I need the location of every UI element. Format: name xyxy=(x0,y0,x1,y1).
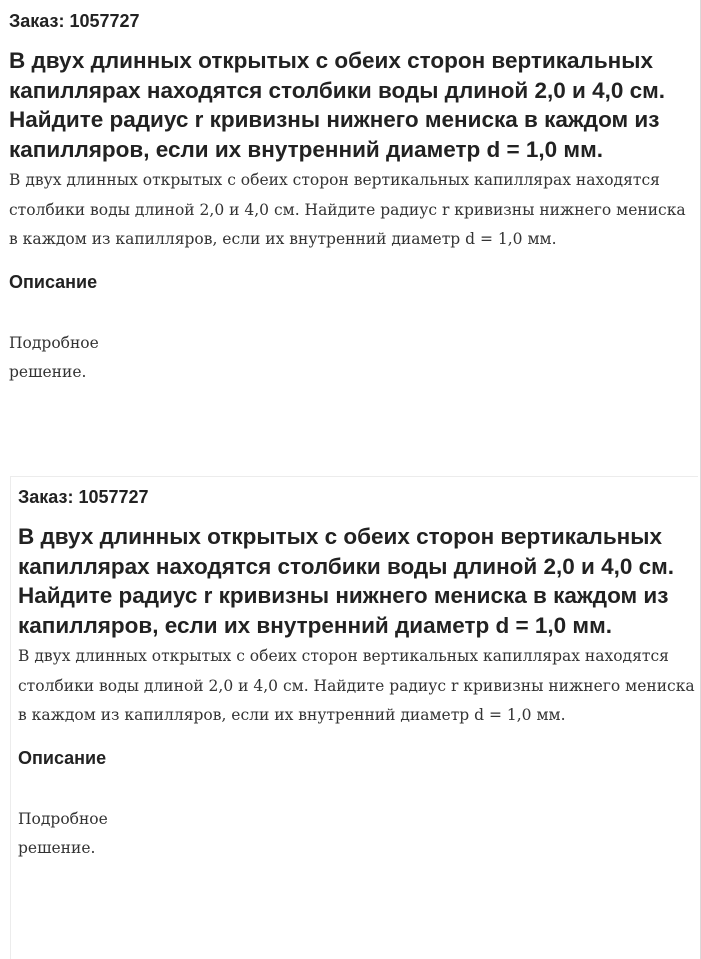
problem-text: В двух длинных открытых с обеих сторон вертикальных капиллярах находятся столбики воды длиной 2,0 и 4,0 см. Найдите радиус r кривизны нижнего мениска в каждом из капилляров, если их внутренний диаметр d = 1,0 мм. xyxy=(9,171,686,248)
description-text: Подробное решение. xyxy=(9,333,99,381)
problem-title: В двух длинных открытых с обеих сторон вертикальных капиллярах находятся столбики воды длиной 2,0 и 4,0 см. Найдите радиус r кривизны нижнего мениска в каждом из капилляров, если их внутренний диаметр d = 1,0 мм. xyxy=(9,48,666,162)
problem-text: В двух длинных открытых с обеих сторон вертикальных капиллярах находятся столбики воды длиной 2,0 и 4,0 см. Найдите радиус r кривизны нижнего мениска в каждом из капилляров, если их внутренний диаметр d = 1,0 мм. xyxy=(18,647,695,724)
order-number: Заказ: 1057727 xyxy=(18,487,149,507)
order-block-2 xyxy=(18,484,695,863)
description-heading: Описание xyxy=(9,271,98,292)
problem-title: В двух длинных открытых с обеих сторон вертикальных капиллярах находятся столбики воды длиной 2,0 и 4,0 см. Найдите радиус r кривизны нижнего мениска в каждом из капилляров, если их внутренний диаметр d = 1,0 мм. xyxy=(18,524,675,638)
order-block-1 xyxy=(9,8,695,387)
description-text: Подробное решение. xyxy=(18,809,108,857)
order-number: Заказ: 1057727 xyxy=(9,11,140,31)
description-heading: Описание xyxy=(18,747,107,768)
